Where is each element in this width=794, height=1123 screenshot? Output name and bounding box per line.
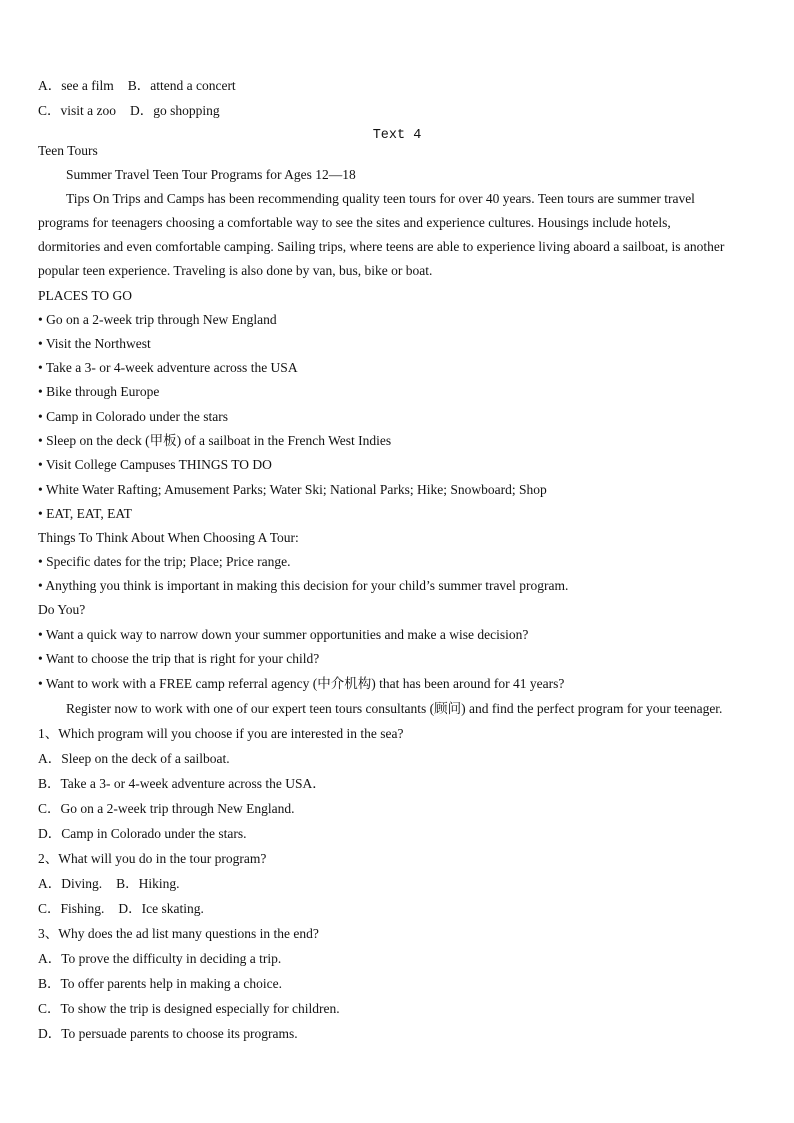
answer-option: B．Hiking. [116, 876, 180, 891]
answer-option: D．To persuade parents to choose its programs. [38, 1026, 298, 1041]
think-heading: Things To Think About When Choosing A Tour: [38, 530, 299, 545]
section-label: Text 4 [372, 128, 422, 143]
passage-subtitle: Summer Travel Teen Tour Programs for Ages 12—18 [66, 167, 356, 182]
doyou-item: • Want to work with a FREE camp referral agency (中介机构) that has been around for 41 years? [38, 676, 565, 691]
question-stem: 2、What will you do in the tour program? [38, 851, 267, 866]
prev-option-c: C．visit a zoo [38, 103, 116, 118]
prev-options-row2 [38, 102, 220, 120]
passage-title: Teen Tours [38, 143, 98, 158]
intro-line: programs for teenagers choosing a comfortable way to see the sites and experience cultures. Housings include hotels, [38, 215, 671, 230]
answer-option: C．To show the trip is designed especially for children. [38, 1001, 340, 1016]
question-stem: 3、Why does the ad list many questions in the end? [38, 926, 319, 941]
prev-options-row1 [38, 77, 236, 95]
register-line: Register now to work with one of our expert teen tours consultants (顾问) and find the perfect program for your teenager. [66, 701, 723, 716]
prev-option-d: D．go shopping [130, 103, 220, 118]
places-item: • Visit the Northwest [38, 336, 151, 351]
prev-option-b: B．attend a concert [127, 78, 236, 93]
doyou-item: • Want to choose the trip that is right for your child? [38, 651, 320, 666]
think-item: • Anything you think is important in making this decision for your child’s summer travel program. [38, 578, 569, 593]
answer-option: D．Camp in Colorado under the stars. [38, 826, 247, 841]
places-item: • Go on a 2-week trip through New England [38, 312, 277, 327]
answer-option: A．Sleep on the deck of a sailboat. [38, 751, 230, 766]
answer-option: B．Take a 3- or 4-week adventure across the USA． [38, 776, 326, 791]
answer-option: B．To offer parents help in making a choice. [38, 976, 282, 991]
prev-option-a: A．see a film [38, 78, 114, 93]
answer-option: A．To prove the difficulty in deciding a trip. [38, 951, 282, 966]
answer-option: D．Ice skating. [118, 901, 204, 916]
intro-line: dormitories and even comfortable camping. Sailing trips, where teens are able to experience living aboard a sailboat, is another [38, 239, 725, 254]
intro-line: popular teen experience. Traveling is also done by van, bus, bike or boat. [38, 263, 433, 278]
places-item: • Take a 3- or 4-week adventure across the USA [38, 360, 298, 375]
places-heading: PLACES TO GO [38, 288, 133, 303]
places-item: • EAT, EAT, EAT [38, 506, 132, 521]
places-item: • Camp in Colorado under the stars [38, 409, 228, 424]
doyou-heading: Do You? [38, 602, 86, 617]
think-item: • Specific dates for the trip; Place; Price range. [38, 554, 291, 569]
answer-option: A．Diving. [38, 876, 103, 891]
answer-options-row [38, 900, 204, 918]
answer-option: C．Fishing. [38, 901, 105, 916]
places-item: • Sleep on the deck (甲板) of a sailboat in the French West Indies [38, 433, 392, 448]
answer-option: C．Go on a 2-week trip through New England. [38, 801, 295, 816]
question-stem: 1、Which program will you choose if you are interested in the sea? [38, 726, 404, 741]
answer-options-row [38, 875, 180, 893]
places-item: • Bike through Europe [38, 384, 160, 399]
intro-line: Tips On Trips and Camps has been recommending quality teen tours for over 40 years. Teen tours are summer travel [66, 191, 695, 206]
places-item: • White Water Rafting; Amusement Parks; Water Ski; National Parks; Hike; Snowboard; Shop [38, 482, 547, 497]
doyou-item: • Want a quick way to narrow down your summer opportunities and make a wise decision? [38, 627, 529, 642]
places-item: • Visit College Campuses THINGS TO DO [38, 457, 272, 472]
